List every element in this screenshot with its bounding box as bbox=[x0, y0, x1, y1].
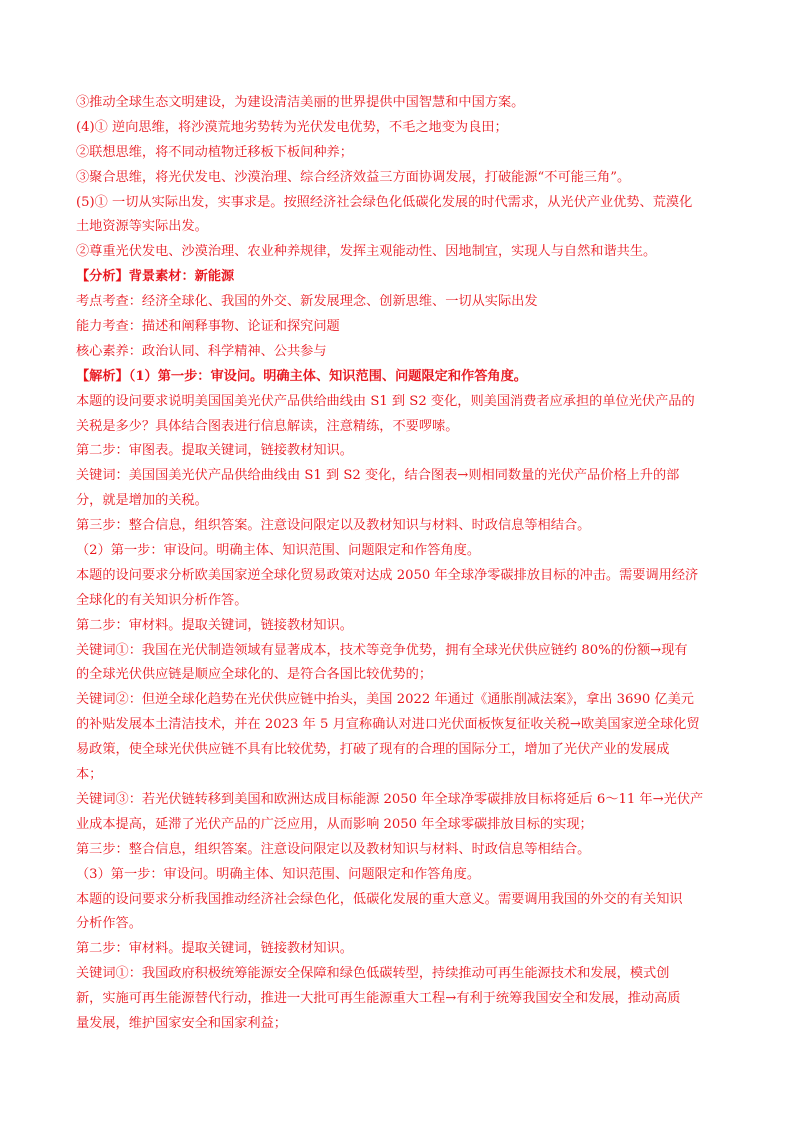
text-line: 的补贴发展本土清洁技术，并在 2023 年 5 月宣称确认对进口光伏面板恢复征收关税→欧美国家逆全球化贸 bbox=[76, 717, 700, 733]
text-line: 第二步：审材料。提取关键词，链接教材知识。 bbox=[76, 617, 353, 633]
text-line: 第三步：整合信息，组织答案。注意设问限定以及教材知识与材料、时政信息等相结合。 bbox=[76, 518, 591, 534]
text-line: 第三步：整合信息，组织答案。注意设问限定以及教材知识与材料、时政信息等相结合。 bbox=[76, 841, 591, 857]
text-line: 全球化的有关知识分析作答。 bbox=[76, 592, 248, 608]
text-line: 核心素养：政治认同、科学精神、公共参与 bbox=[76, 343, 327, 359]
text-line: (4)① 逆向思维，将沙漠荒地劣势转为光伏发电优势，不毛之地变为良田； bbox=[76, 119, 508, 135]
text-line: 关键词：美国国美光伏产品供给曲线由 S1 到 S2 变化，结合图表→则相同数量的光伏产品价格上升的部 bbox=[76, 468, 680, 484]
text-line: ③聚合思维，将光伏发电、沙漠治理、综合经济效益三方面协调发展，打破能源“不可能三角”。 bbox=[76, 169, 631, 185]
text-line: 业成本提高，延滞了光伏产品的广泛应用，从而影响 2050 年全球零碳排放目标的实现； bbox=[76, 816, 593, 832]
text-line: （3）第一步：审设问。明确主体、知识范围、问题限定和作答角度。 bbox=[76, 866, 481, 882]
text-line: 关键词②：但逆全球化趋势在光伏供应链中抬头，美国 2022 年通过《通胀削减法案》，拿出 3690 亿美元 bbox=[76, 692, 694, 708]
text-line: 关键词③：若光伏链转移到美国和欧洲达成目标能源 2050 年全球净零碳排放目标将延后 6～11 年→光伏产 bbox=[76, 791, 704, 807]
text-line: 新，实施可再生能源替代行动，推进一大批可再生能源重大工程→有利于统筹我国安全和发展，推动高质 bbox=[76, 991, 681, 1007]
text-line: 本题的设问要求分析我国推动经济社会绿色化，低碳化发展的重大意义。需要调用我国的外交的有关知识 bbox=[76, 891, 683, 907]
text-line: 考点考查：经济全球化、我国的外交、新发展理念、创新思维、一切从实际出发 bbox=[76, 294, 538, 310]
text-line: （2）第一步：审设问。明确主体、知识范围、问题限定和作答角度。 bbox=[76, 543, 481, 559]
text-line: 易政策，使全球光伏供应链不具有比较优势，打破了现有的合理的国际分工，增加了光伏产业的发展成 bbox=[76, 742, 670, 758]
text-line: 能力考查：描述和阐释事物、论证和探究问题 bbox=[76, 319, 340, 335]
text-line: 关税是多少？具体结合图表进行信息解读，注意精练，不要啰嗦。 bbox=[76, 418, 459, 434]
text-line: 量发展，维护国家安全和国家利益； bbox=[76, 1015, 287, 1031]
text-line: 土地资源等实际出发。 bbox=[76, 219, 208, 235]
text-line: 本； bbox=[76, 767, 103, 783]
text-line: (5)① 一切从实际出发，实事求是。按照经济社会绿色化低碳化发展的时代需求，从光伏产业优势、荒漠化 bbox=[76, 194, 693, 210]
analysis-heading: 【分析】背景素材：新能源 bbox=[76, 269, 235, 285]
text-line: ③推动全球生态文明建设，为建设清洁美丽的世界提供中国智慧和中国方案。 bbox=[76, 95, 525, 110]
text-line: 第二步：审材料。提取关键词，链接教材知识。 bbox=[76, 941, 353, 957]
text-line: 第二步：审图表。提取关键词，链接教材知识。 bbox=[76, 443, 353, 459]
text-line: 分，就是增加的关税。 bbox=[76, 493, 208, 509]
text-line: ②联想思维，将不同动植物迁移板下板间种养； bbox=[76, 144, 353, 160]
text-line: 关键词①：我国政府积极统筹能源安全保障和绿色低碳转型，持续推动可再生能源技术和发展，模式创 bbox=[76, 966, 670, 982]
text-line: 本题的设问要求说明美国国美光伏产品供给曲线由 S1 到 S2 变化，则美国消费者应承担的单位光伏产品的 bbox=[76, 393, 695, 409]
text-line: 的全球光伏供应链是顺应全球化的、是符合各国比较优势的； bbox=[76, 667, 433, 683]
explanation-heading: 【解析】（1）第一步：审设问。明确主体、知识范围、问题限定和作答角度。 bbox=[76, 368, 527, 384]
text-line: 关键词①：我国在光伏制造领域有显著成本，技术等竞争优势，拥有全球光伏供应链约 80%的份额→现有 bbox=[76, 642, 688, 658]
text-line: ②尊重光伏发电、沙漠治理、农业种养规律，发挥主观能动性、因地制宜，实现人与自然和谐共生。 bbox=[76, 244, 657, 260]
text-line: 分析作答。 bbox=[76, 916, 142, 932]
text-line: 本题的设问要求分析欧美国家逆全球化贸易政策对达成 2050 年全球净零碳排放目标的冲击。需要调用经济 bbox=[76, 567, 699, 583]
